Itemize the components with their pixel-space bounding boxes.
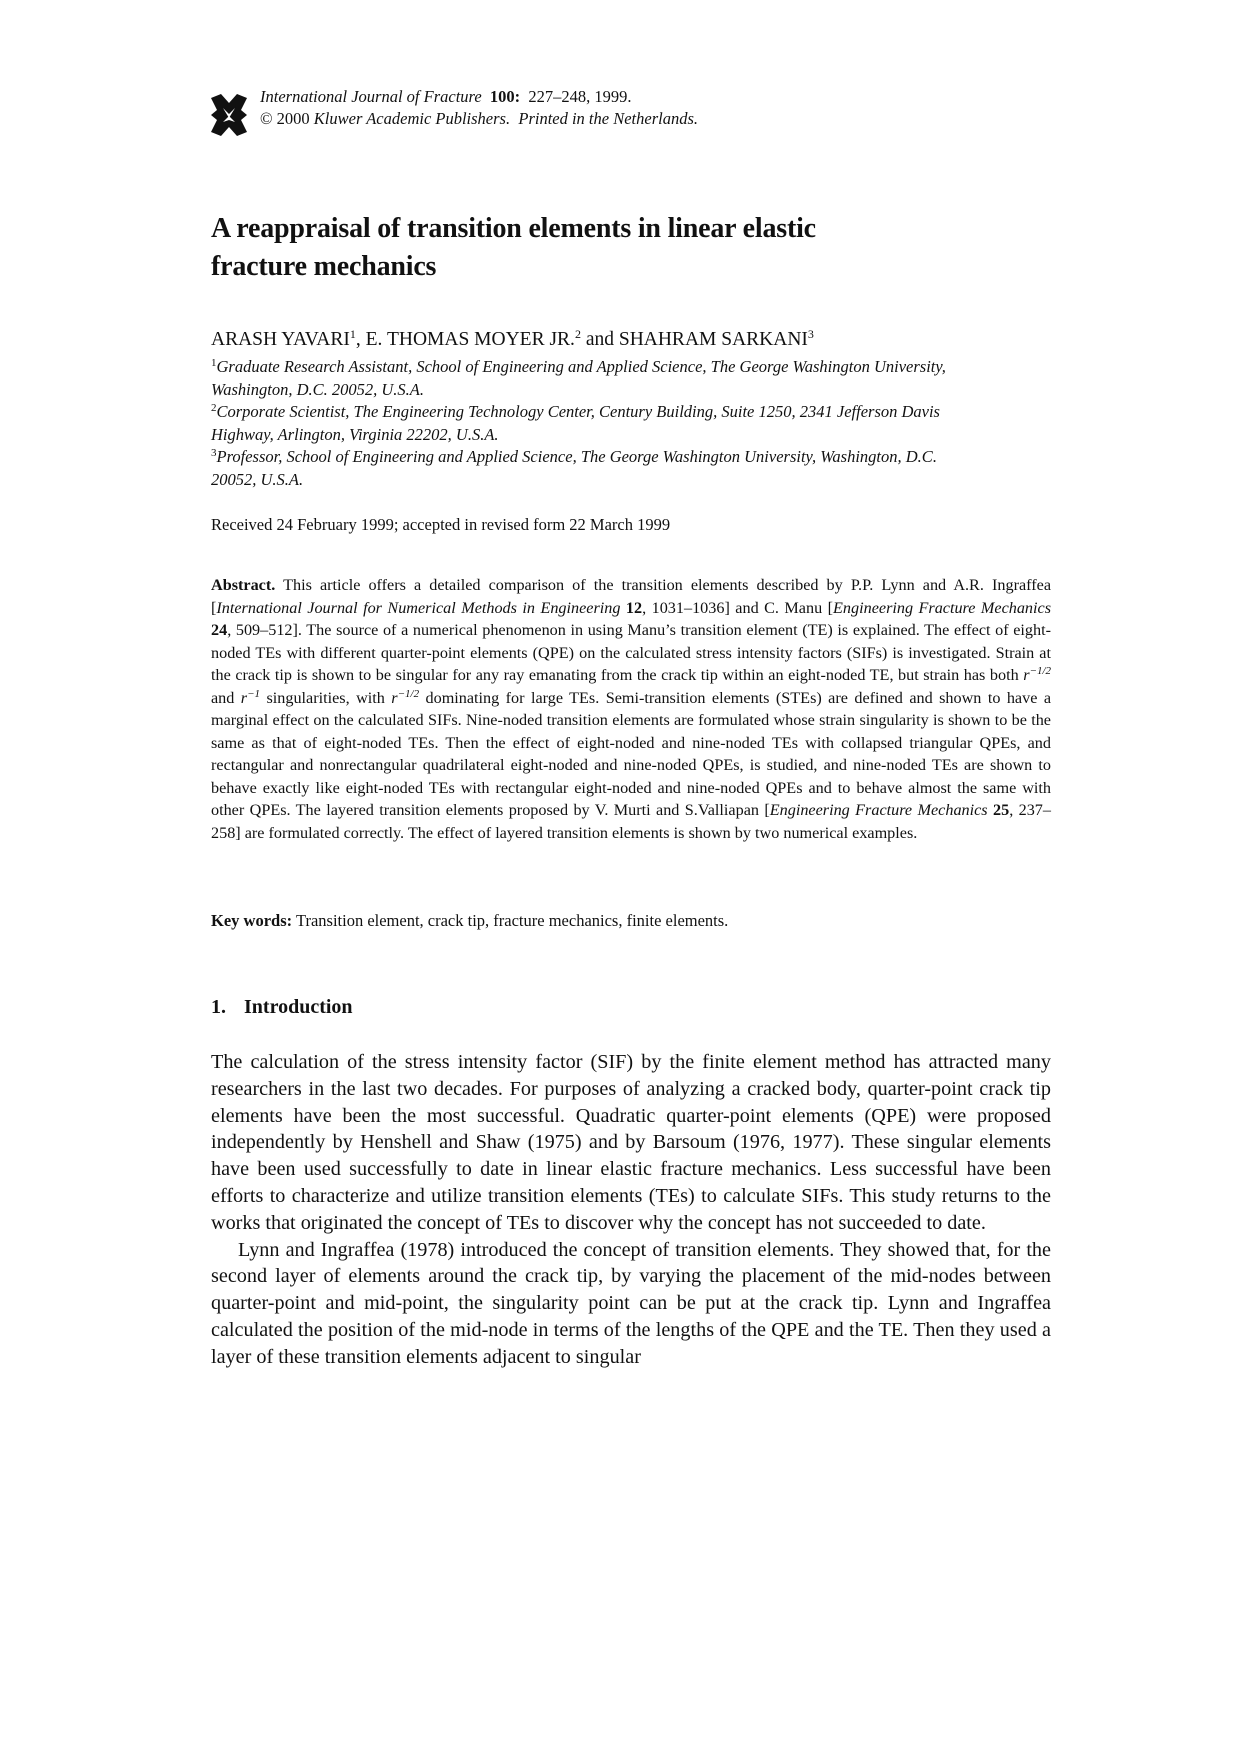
abstract-ref-journal: Engineering Fracture Mechanics (833, 598, 1052, 617)
publisher: Kluwer Academic Publishers. (313, 109, 511, 128)
author-separator: and (580, 329, 619, 350)
affil-line: Professor, School of Engineering and Applied Science, The George Washington University, Washington, D.C. (216, 447, 937, 466)
abstract-text: dominating for large TEs. Semi-transition elements (STEs) are defined and shown to have a marginal effect on the calculated SIFs. Nine-noded transition elements are formulated whose strain singularity is shown to be the same as that of eight-noded TEs. Then the effect of eight-noded and nine-noded TEs with collapsed triangular QPEs, and rectangular and nonrectangular quadrilateral eight-noded and nine-noded QPEs, is studied, and nine-noded TEs are shown to behave exactly like eight-noded TEs with rectangular eight-noded and nine-noded QPEs and to behave almost the same with other QPEs. The layered transition elements proposed by V. Murti and S.Valliapan [ (211, 688, 1052, 819)
abstract-text: This article offers a detailed comparison of the transition elements described by P.P. Lynn and A.R. Ingraffea [ (211, 576, 1051, 617)
math-exponent: −1/2 (1029, 665, 1051, 677)
author-name: SHAHRAM SARKANI (618, 329, 808, 350)
paper-title (211, 210, 1051, 286)
abstract-text: , 1031–1036] and C. Manu [ (642, 598, 834, 617)
keywords (211, 910, 728, 932)
affiliation (211, 446, 1051, 491)
affil-line: Graduate Research Assistant, School of Engineering and Applied Science, The George Washington University, (216, 357, 946, 376)
math-exponent: −1/2 (397, 687, 420, 700)
journal-pages: 227–248, 1999. (528, 87, 632, 106)
abstract-ref-volume: 25 (993, 801, 1010, 819)
affil-marker: 3 (211, 447, 217, 459)
abstract-text: singularities, with (260, 688, 392, 707)
title-line-2: fracture mechanics (211, 251, 437, 282)
journal-citation-line1 (260, 86, 698, 108)
paragraph: The calculation of the stress intensity factor (SIF) by the finite element method has attracted many researchers in the last two decades. For purposes of analyzing a cracked body, quarter-point crack tip elements have been the most successful. Quadratic quarter-point elements (QPE) were proposed independently by Henshell and Shaw (1975) and by Barsoum (1976, 1977). These singular elements have been used successfully to date in linear elastic fracture mechanics. Less successful have been efforts to characterize and utilize transition elements (TEs) to calculate SIFs. This study returns to the works that originated the concept of TEs to discover why the concept has not succeeded to date. (211, 1051, 1051, 1234)
journal-volume: 100: (489, 87, 521, 106)
abstract-text: , 509–512]. The source of a numerical phenomenon in using Manu’s transition element (TE) is explained. The effect of eight-noded TEs with different quarter-point elements (QPE) on the calculated stress intensity factors (SIFs) is investigated. Strain at the crack tip is shown to be singular for any ray emanating from the crack tip within an eight-noded TE, but strain has both (211, 621, 1051, 684)
received-dates: Received 24 February 1999; accepted in revised form 22 March 1999 (211, 515, 671, 534)
affil-marker: 2 (211, 402, 217, 414)
printed-location: Printed in the Netherlands. (518, 109, 699, 128)
title-line-1: A reappraisal of transition elements in linear elastic (211, 213, 816, 244)
author-name: E. THOMAS MOYER JR. (365, 329, 575, 350)
affil-line: Washington, D.C. 20052, U.S.A. (211, 379, 424, 399)
section-number: 1. (211, 996, 226, 1018)
author-affil-marker: 2 (574, 327, 581, 341)
affil-line: 20052, U.S.A. (211, 469, 304, 489)
section-title: Introduction (244, 996, 353, 1018)
keywords-text: Transition element, crack tip, fracture mechanics, finite elements. (292, 911, 729, 930)
keywords-label: Key words: (211, 911, 293, 930)
math-exponent: −1 (247, 687, 261, 700)
author-list (211, 328, 814, 352)
paragraph: Lynn and Ingraffea (1978) introduced the concept of transition elements. They showed that, for the second layer of elements around the crack tip, by varying the placement of the mid-nodes between quarter-point and mid-point, the singularity point can be put at the crack tip. Lynn and Ingraffea calculated the position of the mid-node in terms of the lengths of the QPE and the TE. Then they used a layer of these transition elements adjacent to singular (211, 1238, 1051, 1368)
body-text (211, 1049, 1051, 1371)
journal-citation (260, 86, 698, 130)
author-affil-marker: 3 (807, 327, 814, 341)
affiliation (211, 356, 1051, 401)
affil-line: Highway, Arlington, Virginia 22202, U.S.A. (211, 424, 499, 444)
abstract-label: Abstract. (211, 576, 276, 594)
journal-citation-line2 (260, 108, 698, 130)
abstract-text: , 237–258] are formulated correctly. The effect of layered transition elements is shown by two numerical examples. (211, 801, 1051, 842)
author-affil-marker: 1 (349, 327, 356, 341)
math-symbol-r: r (391, 688, 398, 707)
abstract (211, 574, 1051, 844)
journal-name: International Journal of Fracture (260, 87, 482, 106)
affil-marker: 1 (211, 357, 217, 369)
abstract-ref-volume: 12 (625, 598, 643, 617)
author-separator: , (355, 329, 366, 350)
abstract-ref-journal: Engineering Fracture Mechanics (769, 801, 988, 819)
kluwer-publisher-logo (211, 94, 247, 136)
author-name: ARASH YAVARI (211, 329, 350, 350)
abstract-ref-journal: International Journal for Numerical Methods in Engineering (216, 598, 621, 617)
copyright-year: © 2000 (260, 109, 310, 128)
affiliation (211, 401, 1051, 446)
abstract-text: and (211, 688, 241, 707)
math-symbol-r: r (240, 688, 248, 707)
section-heading (211, 994, 353, 1020)
affil-line: Corporate Scientist, The Engineering Technology Center, Century Building, Suite 1250, 2341 Jefferson Davis (216, 402, 940, 421)
math-symbol-r: r (1023, 666, 1030, 684)
abstract-ref-volume: 24 (211, 621, 228, 639)
journal-header (211, 86, 1051, 136)
